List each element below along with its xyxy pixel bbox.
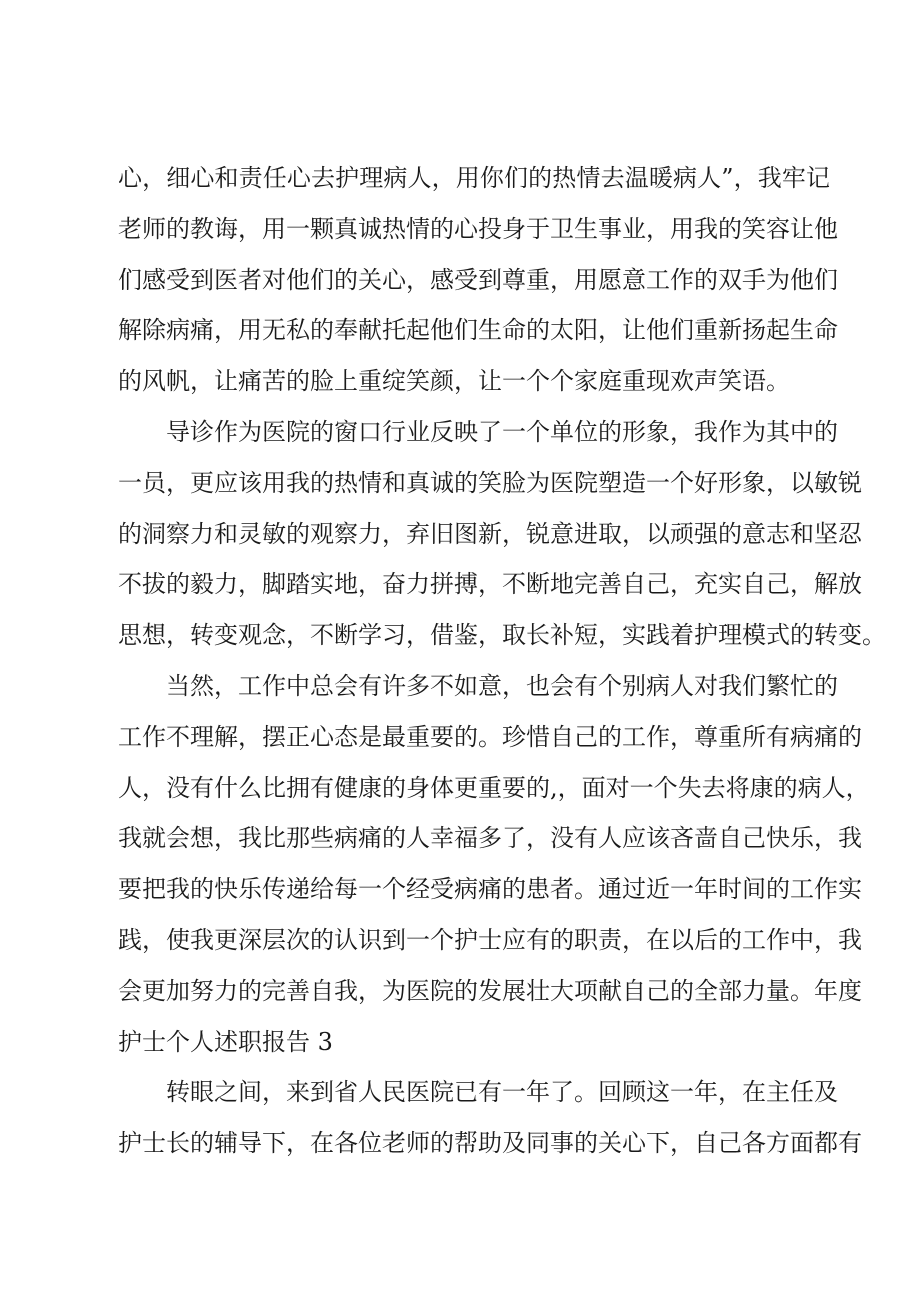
text-line: 不拔的毅力，脚踏实地，奋力拼搏，不断地完善自己，充实自己，解放 [118, 570, 862, 599]
text-line: 思想，转变观念，不断学习，借鉴，取长补短，实践着护理模式的转变。 [118, 621, 886, 650]
text-line: 的风帆，让痛苦的脸上重绽笑颜，让一个个家庭重现欢声笑语。 [118, 367, 790, 396]
paragraph-1 [118, 153, 838, 407]
text-line: 践，使我更深层次的认识到一个护士应有的职责，在以后的工作中，我 [118, 925, 862, 954]
paragraph-3 [118, 661, 870, 1067]
text-line: 护士长的辅导下，在各位老师的帮助及同事的关心下，自己各方面都有 [118, 1129, 862, 1158]
text-line: 心，细心和责任心去护理病人，用你们的热情去温暖病人”，我牢记 [118, 164, 830, 192]
text-line: 工作不理解，摆正心态是最重要的。珍惜自己的工作，尊重所有病痛的 [118, 722, 862, 751]
text-line: 我就会想，我比那些病痛的人幸福多了，没有人应该吝啬自己快乐，我 [118, 824, 862, 853]
text-line: 转眼之间，来到省人民医院已有一年了。回顾这一年，在主任及 [166, 1078, 838, 1107]
document-body [118, 153, 886, 1169]
text-line: 要把我的快乐传递给每一个经受病痛的患者。通过近一年时间的工作实 [118, 875, 862, 904]
text-line: 老师的教诲，用一颗真诚热情的心投身于卫生事业，用我的笑容让他 [118, 214, 838, 243]
text-line: 们感受到医者对他们的关心，感受到尊重，用愿意工作的双手为他们 [118, 265, 838, 294]
text-line: 解除病痛，用无私的奉献托起他们生命的太阳，让他们重新扬起生命 [118, 316, 838, 345]
paragraph-2 [118, 407, 886, 661]
paragraph-4 [118, 1067, 862, 1169]
text-line: 的洞察力和灵敏的观察力，弃旧图新，锐意进取，以顽强的意志和坚忍 [118, 519, 862, 548]
text-line: 一员，更应该用我的热情和真诚的笑脸为医院塑造一个好形象，以敏锐 [118, 468, 862, 497]
section-heading: 护士个人述职报告 3 [118, 1027, 333, 1056]
text-line: 人，没有什么比拥有健康的身体更重要的,，面对一个失去将康的病人， [118, 773, 870, 802]
text-line: 导诊作为医院的窗口行业反映了一个单位的形象，我作为其中的 [166, 417, 838, 446]
text-line: 当然，工作中总会有许多不如意，也会有个别病人对我们繁忙的 [166, 671, 838, 700]
text-line: 会更加努力的完善自我，为医院的发展壮大项献自己的全部力量。年度 [118, 976, 862, 1005]
